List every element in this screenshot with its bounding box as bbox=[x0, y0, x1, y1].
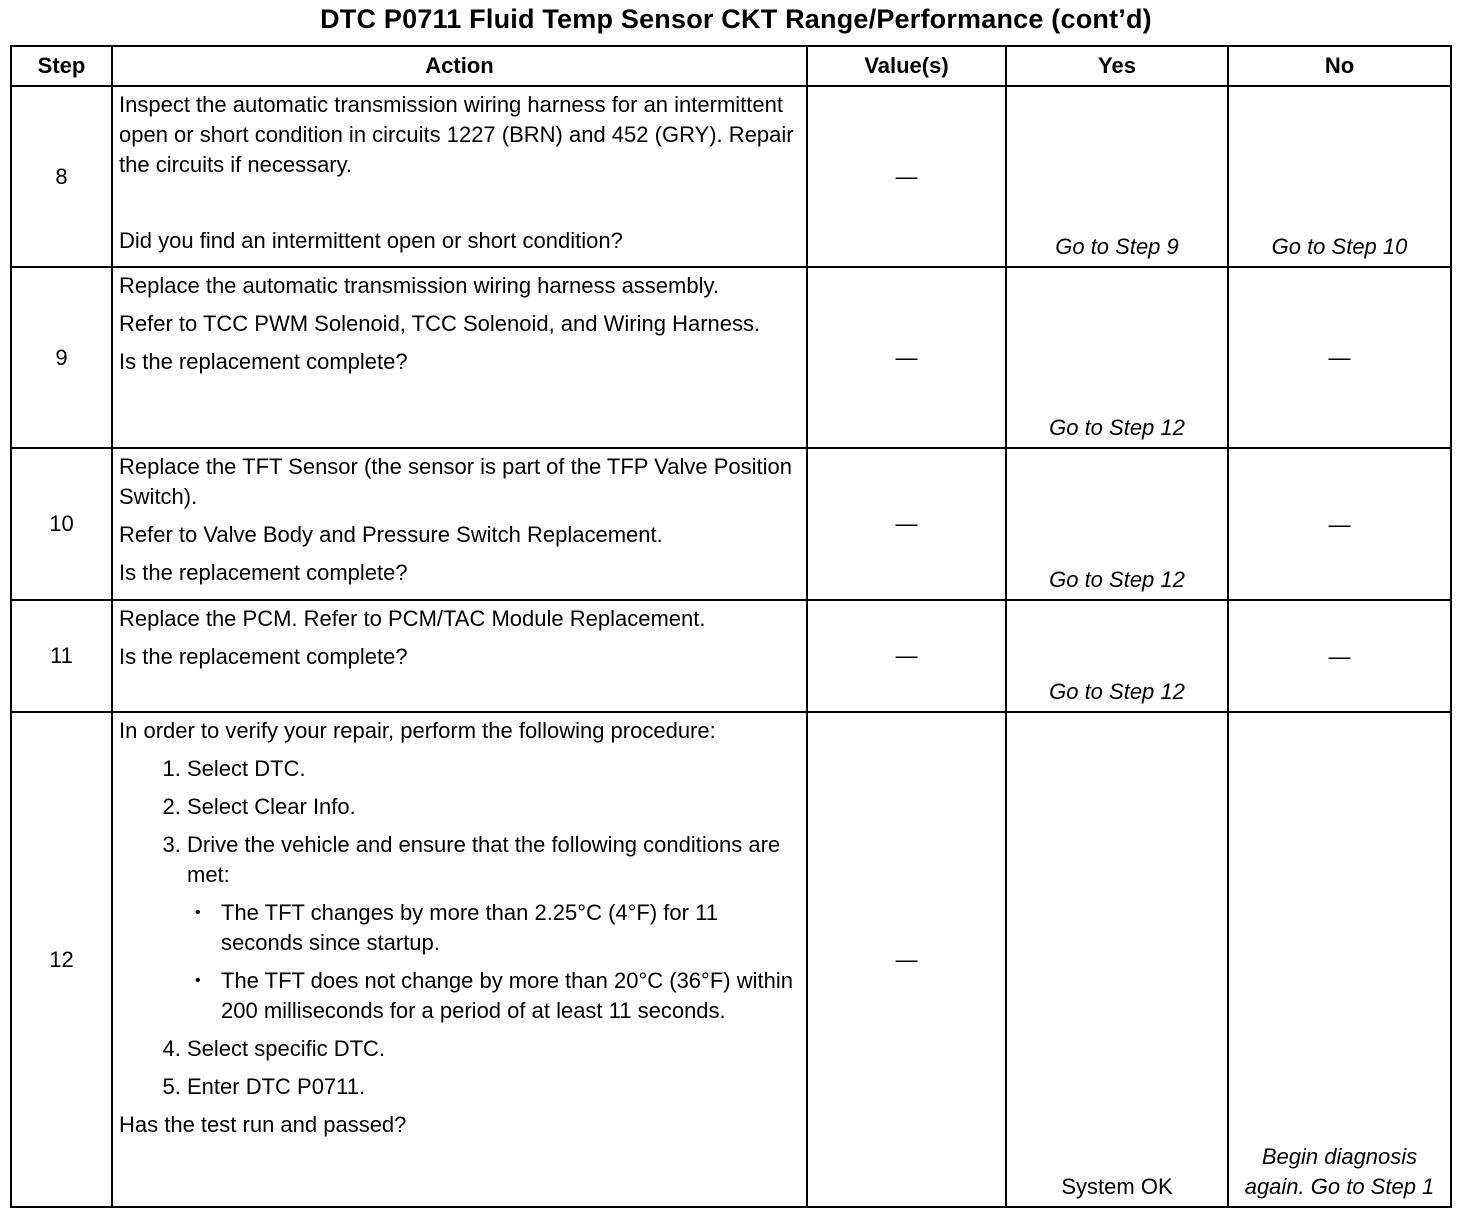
list-item bbox=[187, 754, 800, 784]
step-number: 10 bbox=[11, 448, 112, 600]
value-cell: — bbox=[807, 86, 1006, 267]
action-reference: Refer to TCC PWM Solenoid, TCC Solenoid, and Wiring Harness. bbox=[119, 311, 761, 336]
procedure-step: Select DTC. bbox=[187, 756, 306, 781]
no-cell: — bbox=[1228, 600, 1451, 712]
action-question: Is the replacement complete? bbox=[119, 644, 408, 669]
yes-cell: Go to Step 9 bbox=[1006, 86, 1228, 267]
step-number: 8 bbox=[11, 86, 112, 267]
header-action: Action bbox=[112, 46, 807, 86]
list-item bbox=[187, 792, 800, 822]
action-question: Is the replacement complete? bbox=[119, 560, 408, 585]
step-number: 11 bbox=[11, 600, 112, 712]
action-intro: In order to verify your repair, perform the following procedure: bbox=[119, 718, 716, 743]
value-cell: — bbox=[807, 712, 1006, 1207]
list-item bbox=[187, 1072, 800, 1102]
page-title: DTC P0711 Fluid Temp Sensor CKT Range/Performance (cont’d) bbox=[320, 4, 1152, 34]
action-cell bbox=[112, 267, 807, 448]
action-cell bbox=[112, 86, 807, 267]
conditions-list bbox=[187, 898, 800, 1026]
header-no: No bbox=[1228, 46, 1451, 86]
header-row bbox=[11, 46, 1451, 86]
action-question: Did you find an intermittent open or short condition? bbox=[119, 228, 623, 253]
diagnostic-table bbox=[10, 45, 1452, 1208]
action-question: Is the replacement complete? bbox=[119, 349, 408, 374]
procedure-list bbox=[119, 754, 800, 1102]
no-cell: — bbox=[1228, 448, 1451, 600]
action-reference: Refer to Valve Body and Pressure Switch Replacement. bbox=[119, 522, 663, 547]
action-cell bbox=[112, 448, 807, 600]
procedure-step: Select Clear Info. bbox=[187, 794, 356, 819]
list-item bbox=[221, 966, 800, 1026]
table-row bbox=[11, 86, 1451, 267]
value-cell: — bbox=[807, 448, 1006, 600]
list-item bbox=[187, 1034, 800, 1064]
table-row bbox=[11, 448, 1451, 600]
table-row bbox=[11, 267, 1451, 448]
action-cell bbox=[112, 712, 807, 1207]
action-text: Inspect the automatic transmission wiring harness for an intermittent open or short condition in circuits 1227 (BRN) and 452 (GRY). Repair the circuits if necessary. bbox=[119, 92, 794, 177]
yes-cell: System OK bbox=[1006, 712, 1228, 1207]
procedure-step: Enter DTC P0711. bbox=[187, 1074, 366, 1099]
value-cell: — bbox=[807, 600, 1006, 712]
header-values: Value(s) bbox=[807, 46, 1006, 86]
no-cell: — bbox=[1228, 267, 1451, 448]
condition-text: The TFT does not change by more than 20°C (36°F) within 200 milliseconds for a period of at least 11 seconds. bbox=[221, 968, 793, 1023]
header-step: Step bbox=[11, 46, 112, 86]
procedure-step: Drive the vehicle and ensure that the following conditions are met: bbox=[187, 832, 781, 887]
value-cell: — bbox=[807, 267, 1006, 448]
yes-cell: Go to Step 12 bbox=[1006, 448, 1228, 600]
no-cell: Go to Step 10 bbox=[1228, 86, 1451, 267]
action-cell bbox=[112, 600, 807, 712]
action-question: Has the test run and passed? bbox=[119, 1112, 407, 1137]
step-number: 9 bbox=[11, 267, 112, 448]
list-item bbox=[187, 830, 800, 1026]
list-item bbox=[221, 898, 800, 958]
yes-cell: Go to Step 12 bbox=[1006, 600, 1228, 712]
action-text: Replace the PCM. Refer to PCM/TAC Module Replacement. bbox=[119, 606, 706, 631]
table-row bbox=[11, 712, 1451, 1207]
no-cell: Begin diagnosis again. Go to Step 1 bbox=[1228, 712, 1451, 1207]
table-row bbox=[11, 600, 1451, 712]
step-number: 12 bbox=[11, 712, 112, 1207]
action-text: Replace the TFT Sensor (the sensor is part of the TFP Valve Position Switch). bbox=[119, 454, 792, 509]
condition-text: The TFT changes by more than 2.25°C (4°F) for 11 seconds since startup. bbox=[221, 900, 718, 955]
action-text: Replace the automatic transmission wiring harness assembly. bbox=[119, 273, 719, 298]
header-yes: Yes bbox=[1006, 46, 1228, 86]
yes-cell: Go to Step 12 bbox=[1006, 267, 1228, 448]
procedure-step: Select specific DTC. bbox=[187, 1036, 386, 1061]
